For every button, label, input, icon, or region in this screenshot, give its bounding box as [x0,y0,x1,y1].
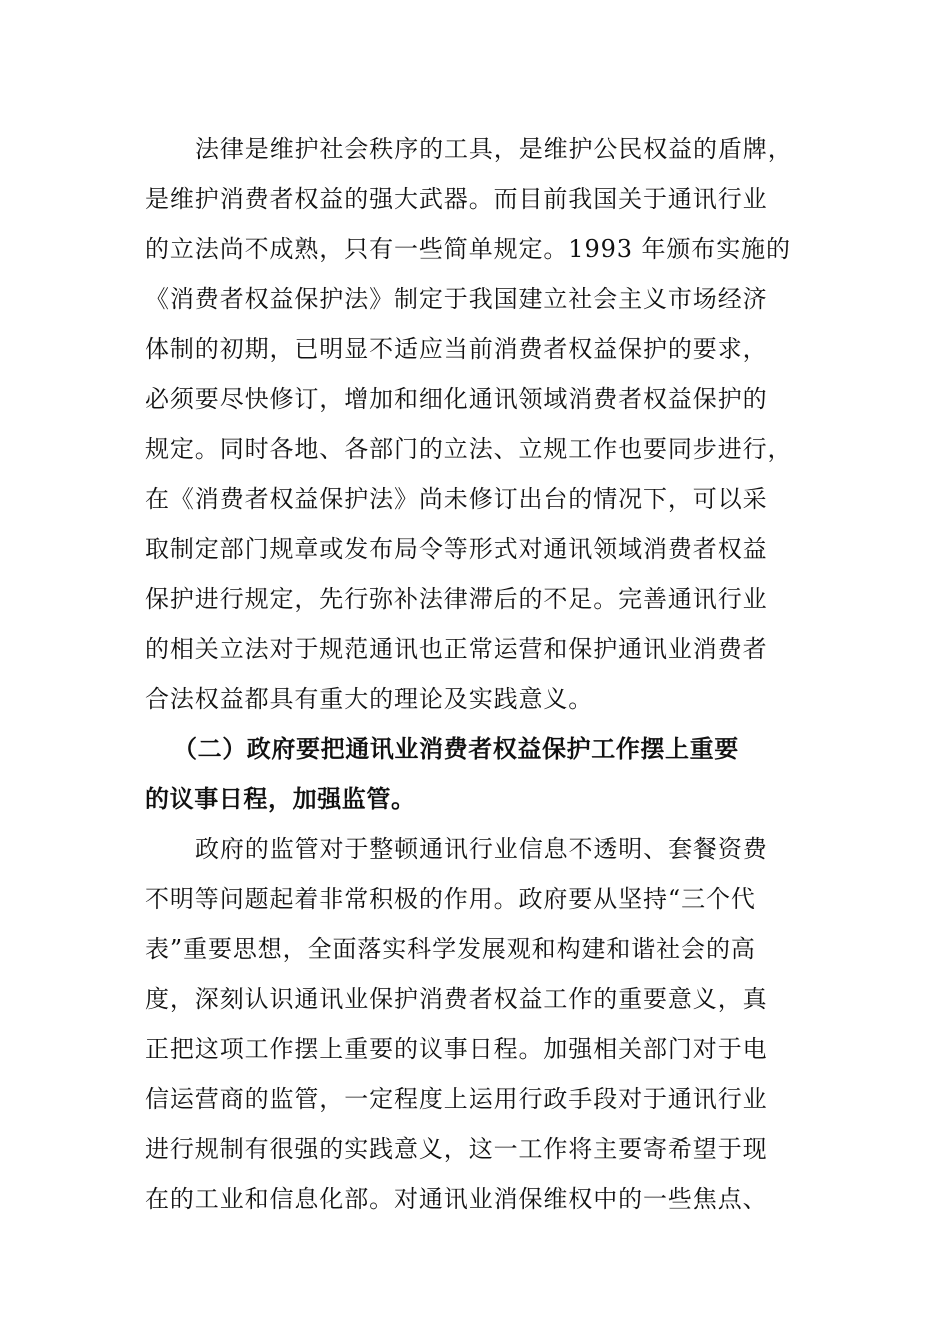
paragraph1-line-9: 取制定部门规章或发布局令等形式对通讯领域消费者权益 [145,535,768,563]
paragraph1-line-11: 的相关立法对于规范通讯也正常运营和保护通讯业消费者 [145,635,768,663]
paragraph2-line-5: 正把这项工作摆上重要的议事日程。加强相关部门对于电 [145,1035,768,1063]
paragraph1-line-8: 在《消费者权益保护法》尚未修订出台的情况下，可以采 [145,485,768,513]
paragraph2-line-4: 度，深刻认识通讯业保护消费者权益工作的重要意义，真 [145,985,768,1013]
section-heading-line-2: 的议事日程，加强监管。 [145,785,416,813]
paragraph1-line-10: 保护进行规定，先行弥补法律滞后的不足。完善通讯行业 [145,585,768,613]
paragraph1-line-7: 规定。同时各地、各部门的立法、立规工作也要同步进行， [145,435,793,463]
paragraph2-line-3: 表”重要思想，全面落实科学发展观和构建和谐社会的高 [145,935,756,963]
paragraph1-line-5: 体制的初期，已明显不适应当前消费者权益保护的要求， [145,335,768,363]
paragraph2-line-1: 政府的监管对于整顿通讯行业信息不透明、套餐资费 [195,835,768,863]
section-heading-line-1: （二）政府要把通讯业消费者权益保护工作摆上重要 [173,735,739,763]
paragraph1-line-3: 的立法尚不成熟，只有一些简单规定。1993 年颁布实施的 [145,235,791,263]
paragraph1-line-1: 法律是维护社会秩序的工具，是维护公民权益的盾牌， [195,135,793,163]
paragraph1-line-12: 合法权益都具有重大的理论及实践意义。 [145,685,594,713]
paragraph1-line-4: 《消费者权益保护法》制定于我国建立社会主义市场经济 [145,285,768,313]
paragraph1-line-6: 必须要尽快修订，增加和细化通讯领域消费者权益保护的 [145,385,768,413]
document-body [145,0,795,1344]
paragraph2-line-7: 进行规制有很强的实践意义，这一工作将主要寄希望于现 [145,1135,768,1163]
paragraph2-line-8: 在的工业和信息化部。对通讯业消保维权中的一些焦点、 [145,1185,768,1213]
paragraph2-line-2: 不明等问题起着非常积极的作用。政府要从坚持“三个代 [145,885,756,913]
paragraph1-line-2: 是维护消费者权益的强大武器。而目前我国关于通讯行业 [145,185,768,213]
paragraph2-line-6: 信运营商的监管，一定程度上运用行政手段对于通讯行业 [145,1085,768,1113]
